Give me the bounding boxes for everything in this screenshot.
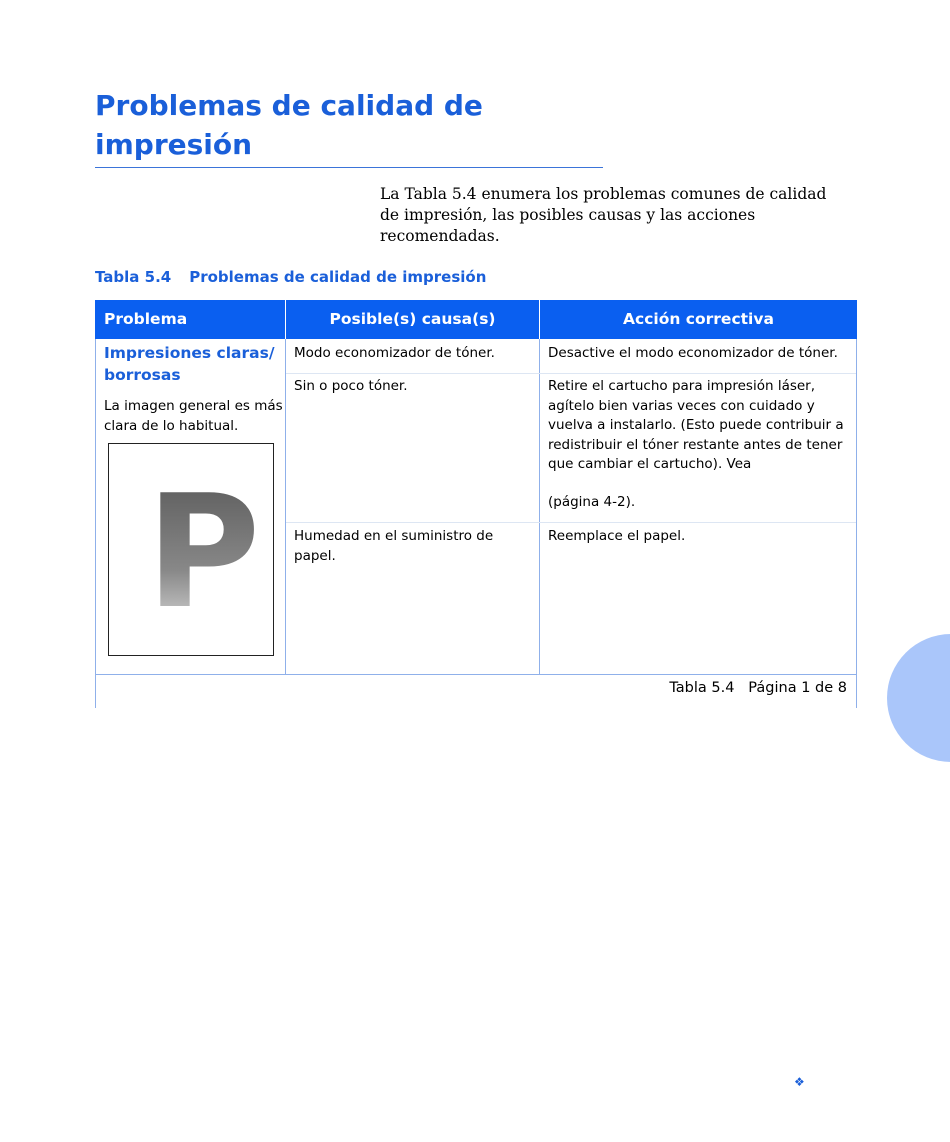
title-rule (95, 167, 603, 168)
row-divider (286, 522, 856, 523)
table-column-divider (285, 339, 286, 674)
table-caption (95, 268, 795, 286)
cause-cell: Modo economizador de tóner. (294, 345, 495, 361)
print-sample-image (108, 443, 274, 656)
table-caption-title: Problemas de calidad de impresión (189, 268, 487, 286)
header-causas: Posible(s) causa(s) (286, 300, 539, 339)
page-title: Problemas de calidad de impresión (95, 89, 483, 161)
table-caption-number: Tabla 5.4 (95, 268, 172, 286)
chapter-tab-marker (887, 634, 950, 762)
header-separator (285, 300, 286, 339)
action-cell: Reemplace el papel. (548, 528, 686, 544)
action-page-reference: (página 4-2). (548, 494, 636, 510)
header-accion: Acción correctiva (540, 300, 857, 339)
footer-bullet-icon: ❖ (794, 1075, 805, 1089)
problem-description: La imagen general es más clara de lo habitual. (104, 398, 283, 434)
cause-cell: Sin o poco tóner. (294, 378, 408, 394)
intro-paragraph: La Tabla 5.4 enumera los problemas comunes de calidad de impresión, las posibles causas y las acciones recomendadas. (380, 185, 827, 245)
header-problema: Problema (95, 300, 285, 339)
action-cell: Desactive el modo economizador de tóner. (548, 345, 838, 361)
action-cell: Retire el cartucho para impresión láser, agítelo bien varias veces con cuidado y vuelva a instalarlo. (Esto puede contribuir a redistribuir el tóner restante antes de tener que cambiar el cartucho). Vea (548, 378, 844, 472)
sample-letter: P (146, 461, 261, 643)
table-page-indicator: Tabla 5.4 Página 1 de 8 (669, 680, 847, 696)
table-column-divider (539, 339, 540, 674)
table-border-left (95, 339, 96, 708)
faded-letter-illustration (109, 444, 273, 655)
table-bottom-rule (95, 674, 857, 675)
cause-cell: Humedad en el suministro de papel. (294, 528, 494, 564)
problem-title: Impresiones claras/ borrosas (104, 344, 275, 384)
header-separator (539, 300, 540, 339)
row-divider (286, 373, 856, 374)
table-border-right (856, 339, 857, 708)
